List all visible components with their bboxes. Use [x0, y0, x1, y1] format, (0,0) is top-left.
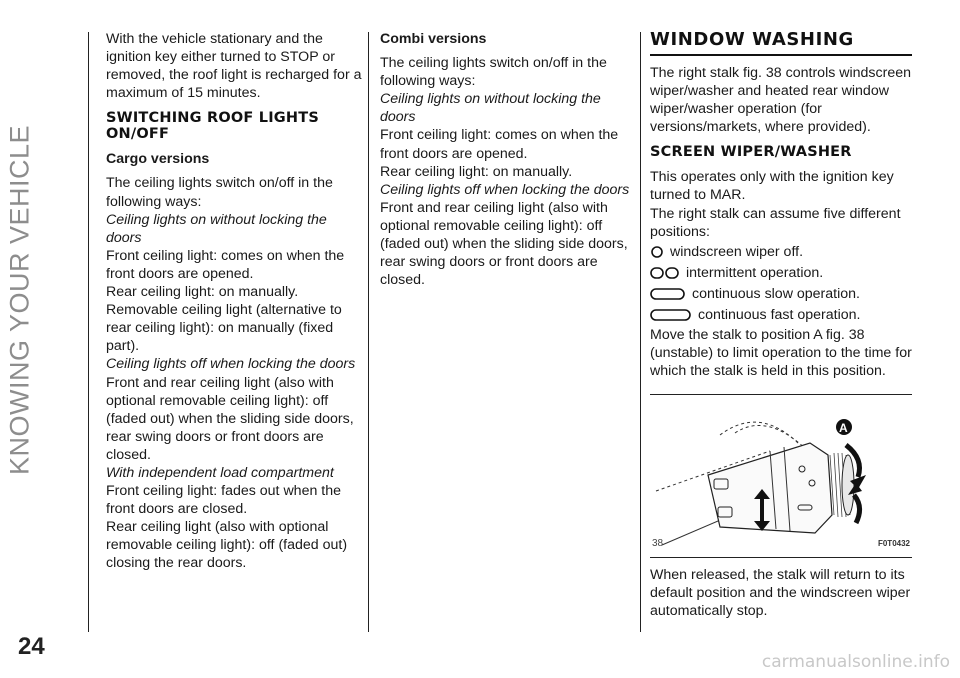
watermark: carmanualsonline.info: [761, 652, 950, 672]
position-intermittent-label: intermittent operation.: [686, 264, 824, 281]
position-fast: [650, 305, 912, 325]
cargo-s2-title: Ceiling lights off when locking the doors: [106, 356, 356, 373]
cargo-s3-text2: Rear ceiling light (also with optional removable ceiling light): off (faded out) closing the rear doors.: [106, 519, 348, 572]
intermittent-icon: [650, 266, 680, 280]
cargo-subheading: Cargo versions: [106, 151, 210, 168]
screen-wiper-subheading: SCREEN WIPER/WASHER: [650, 144, 852, 161]
position-slow-label: continuous slow operation.: [692, 285, 860, 302]
position-slow: [650, 284, 912, 304]
position-intermittent: [650, 263, 912, 283]
column-2: [380, 30, 636, 289]
combi-subheading: Combi versions: [380, 31, 487, 47]
wiper-p1: This operates only with the ignition key turned to MAR.: [650, 169, 894, 204]
position-off-label: windscreen wiper off.: [670, 243, 804, 260]
figure-code: F0T0432: [877, 538, 910, 548]
stalk-illustration: [650, 395, 912, 557]
page-number: 24: [18, 633, 45, 660]
cargo-s1-text2: Rear ceiling light: on manually.: [106, 284, 299, 301]
column-rule-2: [368, 32, 369, 632]
window-washing-heading: WINDOW WASHING: [650, 29, 854, 50]
figure-number: 38: [652, 537, 664, 549]
cargo-lead: The ceiling lights switch on/off in the following ways:: [106, 175, 333, 210]
figure-38: [650, 394, 912, 558]
cargo-s1-text3: Removable ceiling light (alternative to rear ceiling light): on manually (fixed part).: [106, 302, 342, 355]
wiper-p4: When released, the stalk will return to its default position and the windscreen wiper automatically stop.: [650, 567, 911, 620]
position-off: [650, 242, 912, 262]
combi-s1-text2: Rear ceiling light: on manually.: [380, 163, 573, 180]
column-rule-3: [640, 32, 641, 632]
slow-icon: [650, 287, 686, 301]
wiper-p2: The right stalk can assume five different positions:: [650, 205, 901, 240]
column-1: [106, 30, 364, 573]
circle-off-icon: [650, 245, 664, 259]
cargo-s3-text: Front ceiling light: fades out when the front doors are closed.: [106, 483, 342, 518]
combi-lead: The ceiling lights switch on/off in the following ways:: [380, 55, 607, 90]
combi-s1-text: Front ceiling light: comes on when the front doors are opened.: [380, 127, 619, 162]
column-3: [650, 30, 912, 620]
cargo-s2-text: Front and rear ceiling light (also with optional removable ceiling light): off (faded out) when the sliding side doors, rear swing doors or front doors are closed.: [106, 374, 354, 463]
section-heading: SWITCHING ROOF LIGHTS ON/OFF: [106, 110, 319, 143]
position-fast-label: continuous fast operation.: [698, 306, 861, 323]
column-rule-1: [88, 32, 89, 632]
intro-paragraph: With the vehicle stationary and the ignition key either turned to STOP or removed, the roof light is recharged for a maximum of 15 minutes.: [106, 31, 362, 102]
combi-s2-title: Ceiling lights off when locking the doors: [380, 181, 630, 198]
cargo-s1-title: Ceiling lights on without locking the doors: [106, 211, 327, 246]
cargo-s1-text: Front ceiling light: comes on when the front doors are opened.: [106, 247, 345, 282]
combi-s2-text: Front and rear ceiling light (also with optional removable ceiling light): off (faded out) when the sliding side doors, rear swing doors or front doors are closed.: [380, 199, 628, 289]
figure-marker-a: A: [839, 421, 848, 436]
heading-underline: [650, 54, 912, 56]
combi-s1-title: Ceiling lights on without locking the doors: [380, 91, 601, 126]
section-title-text: KNOWING YOUR VEHICLE: [4, 124, 35, 476]
fast-icon: [650, 308, 692, 322]
cargo-s3-title: With independent load compartment: [106, 464, 334, 481]
window-washing-intro: The right stalk fig. 38 controls windscreen wiper/washer and heated rear window wiper/washer operation (for versions/markets, where provided).: [650, 65, 912, 136]
wiper-p3: Move the stalk to position A fig. 38 (unstable) to limit operation to the time for which the stalk is held in this position.: [650, 326, 912, 379]
